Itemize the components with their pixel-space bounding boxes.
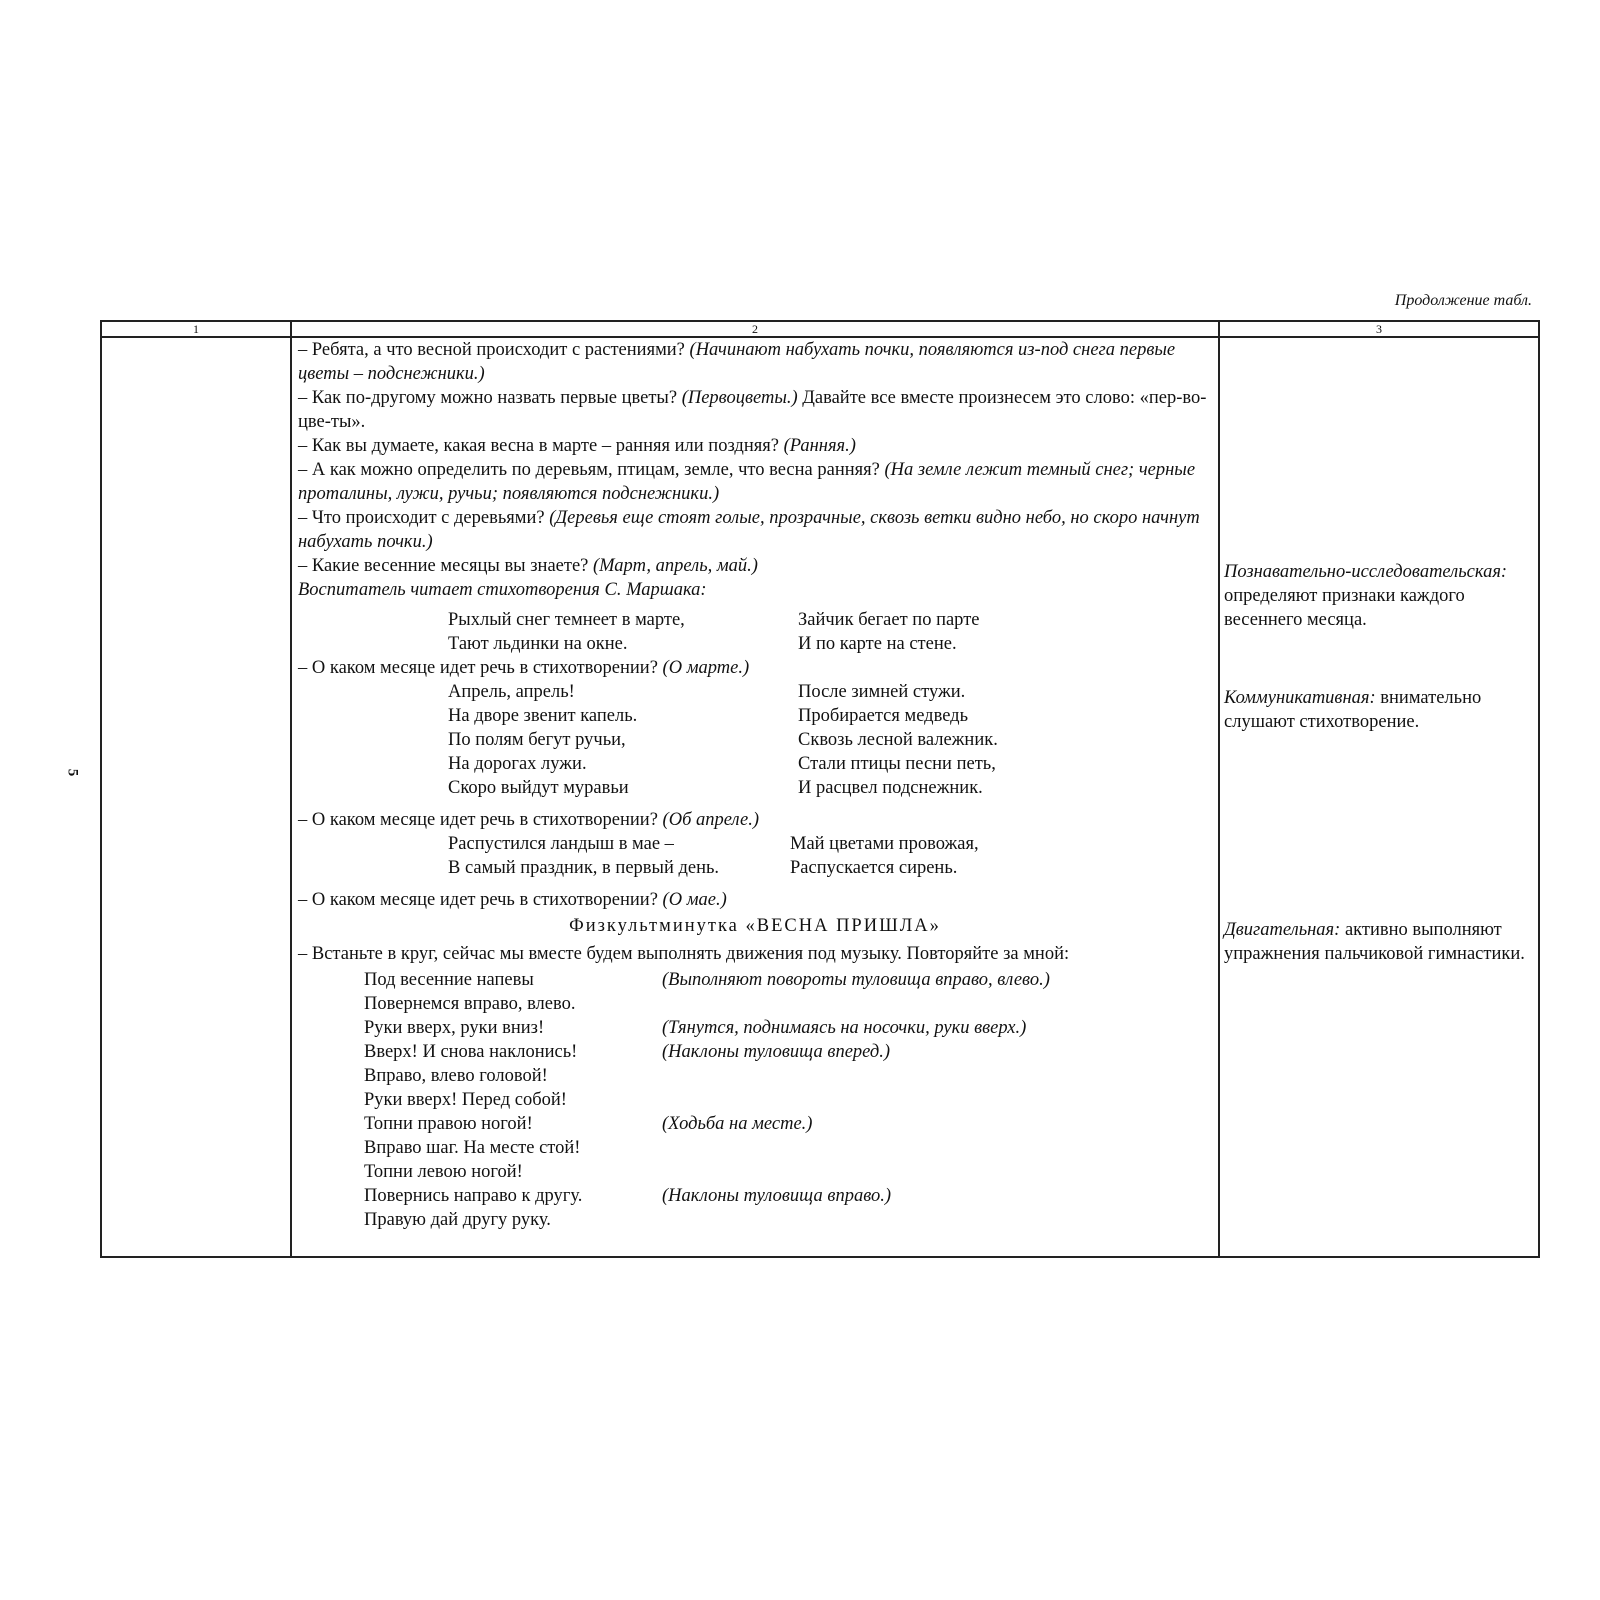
poem-line: Стали птицы песни петь, <box>798 754 996 774</box>
question-text: – Ребята, а что весной происходит с растениями? <box>298 340 685 360</box>
poem-line: Пробирается медведь <box>798 706 969 726</box>
dialogue-line-3 <box>298 434 1212 458</box>
poem-line: Распустился ландыш в мае – <box>448 834 674 854</box>
question-text: – Какие весенние месяцы вы знаете? <box>298 556 589 576</box>
continuation-label: Продолжение табл. <box>1394 292 1532 309</box>
poem-march <box>298 608 1212 656</box>
exercise-note: (Ходьба на месте.) <box>662 1114 813 1134</box>
dialogue-line-8 <box>298 808 1212 832</box>
table-header-row <box>101 321 1539 337</box>
poem-column-left <box>448 680 637 800</box>
poem-april <box>298 680 1212 800</box>
exercise-row <box>298 1184 1212 1208</box>
column-1-cell <box>101 337 291 1257</box>
section-title: Физкультминутка «ВЕСНА ПРИШЛА» <box>569 916 941 936</box>
activity-description: внимательно слушают стихотворение. <box>1224 688 1482 732</box>
answer-text: (О марте.) <box>662 658 750 678</box>
poem-line: Сквозь лесной валежник. <box>798 730 998 750</box>
activity-type: Коммуникативная: <box>1224 688 1376 708</box>
column-header-2: 2 <box>291 321 1219 337</box>
column-3-cell <box>1219 337 1539 1257</box>
dialogue-line-9 <box>298 888 1212 912</box>
poem-column-right <box>790 832 979 880</box>
column-2-cell <box>291 337 1219 1257</box>
exercise-line: Руки вверх! Перед собой! <box>364 1090 567 1110</box>
exercise-row <box>298 1160 1212 1184</box>
exercise-row <box>298 992 1212 1016</box>
poem-line: Рыхлый снег темнеет в марте, <box>448 610 685 630</box>
question-text: – Как по-другому можно назвать первые цветы? <box>298 388 678 408</box>
poem-line: И расцвел подснежник. <box>798 778 983 798</box>
question-text: – О каком месяце идет речь в стихотворении? <box>298 890 658 910</box>
question-text: – О каком месяце идет речь в стихотворении? <box>298 658 658 678</box>
exercise-note: (Выполняют повороты туловища вправо, влево.) <box>662 970 1050 990</box>
poem-may <box>298 832 1212 880</box>
poem-line: После зимней стужи. <box>798 682 966 702</box>
answer-text: (Первоцветы.) <box>681 388 798 408</box>
dialogue-line-6 <box>298 554 1212 578</box>
exercise-row <box>298 1064 1212 1088</box>
answer-text: (Ранняя.) <box>783 436 856 456</box>
answer-text: (Об апреле.) <box>662 810 760 830</box>
table-row <box>101 337 1539 1257</box>
exercise-note: (Тянутся, поднимаясь на носочки, руки вверх.) <box>662 1018 1027 1038</box>
question-text: – О каком месяце идет речь в стихотворении? <box>298 810 658 830</box>
activity-type: Познавательно-исследовательская: <box>1224 562 1508 582</box>
poem-column-left <box>448 832 719 880</box>
exercise-row <box>298 1112 1212 1136</box>
exercise-line: Правую дай другу руку. <box>364 1210 551 1230</box>
instruction-line: – Встаньте в круг, сейчас мы вместе будем выполнять движения под музыку. Повторяйте за мной: <box>298 944 1070 964</box>
exercise-note: (Наклоны туловища вперед.) <box>662 1042 891 1062</box>
exercise-line: Топни левою ногой! <box>364 1162 523 1182</box>
exercise-line: Руки вверх, руки вниз! <box>364 1018 545 1038</box>
exercise-row <box>298 1016 1212 1040</box>
exercise-line: Повернемся вправо, влево. <box>364 994 576 1014</box>
question-text: – А как можно определить по деревьям, птицам, земле, что весна ранняя? <box>298 460 880 480</box>
poem-line: Зайчик бегает по парте <box>798 610 980 630</box>
exercise-row <box>298 1208 1212 1232</box>
column-header-1: 1 <box>101 321 291 337</box>
dialogue-line-4 <box>298 458 1212 506</box>
question-text: Давайте все вместе произнесем это слово: «пер-во-цве-ты». <box>298 388 1207 432</box>
activity-description: определяют признаки каждого весеннего месяца. <box>1224 586 1465 630</box>
activity-description: активно выполняют упражнения пальчиковой гимнастики. <box>1224 920 1525 964</box>
answer-text: (Март, апрель, май.) <box>593 556 758 576</box>
activity-communicative <box>1224 686 1530 734</box>
exercise-row <box>298 1136 1212 1160</box>
answer-text: (Начинают набухать почки, появляются из-под снега первые цветы – подснежники.) <box>298 340 1176 384</box>
poem-line: Тают льдинки на окне. <box>448 634 628 654</box>
exercise-row <box>298 1088 1212 1112</box>
poem-line: Апрель, апрель! <box>448 682 575 702</box>
dialogue-line-1 <box>298 338 1212 386</box>
dialogue-line-7 <box>298 656 1212 680</box>
activity-type: Двигательная: <box>1224 920 1341 940</box>
exercise-line: Повернись направо к другу. <box>364 1186 583 1206</box>
poem-column-right <box>798 680 998 800</box>
exercise-line: Под весенние напевы <box>364 970 534 990</box>
poem-line: На дорогах лужи. <box>448 754 587 774</box>
poem-line: Скоро выйдут муравьи <box>448 778 629 798</box>
answer-text: (На земле лежит темный снег; черные проталины, лужи, ручьи; появляются подснежники.) <box>298 460 1196 504</box>
exercise-note: (Наклоны туловища вправо.) <box>662 1186 892 1206</box>
poem-column-left <box>448 608 685 656</box>
column-header-3: 3 <box>1219 321 1539 337</box>
answer-text: (Деревья еще стоят голые, прозрачные, сквозь ветки видно небо, но скоро начнут набухать почки.) <box>298 508 1200 552</box>
question-text: – Что происходит с деревьями? <box>298 508 545 528</box>
poem-line: И по карте на стене. <box>798 634 957 654</box>
poem-line: Май цветами провожая, <box>790 834 979 854</box>
page-number: 5 <box>64 768 81 777</box>
exercise-line: Вправо шаг. На месте стой! <box>364 1138 581 1158</box>
exercise-line: Вверх! И снова наклонись! <box>364 1042 578 1062</box>
exercise-row <box>298 968 1212 992</box>
poem-line: По полям бегут ручьи, <box>448 730 626 750</box>
exercise-line: Топни правою ногой! <box>364 1114 533 1134</box>
reader-note: Воспитатель читает стихотворения С. Маршака: <box>298 580 707 600</box>
poem-column-right <box>798 608 980 656</box>
poem-line: Распускается сирень. <box>790 858 958 878</box>
exercise-list <box>298 968 1212 1232</box>
dialogue-line-5 <box>298 506 1212 554</box>
question-text: – Как вы думаете, какая весна в марте – ранняя или поздняя? <box>298 436 779 456</box>
dialogue-line-2 <box>298 386 1212 434</box>
poem-line: В самый праздник, в первый день. <box>448 858 720 878</box>
activity-motor <box>1224 918 1530 966</box>
exercise-row <box>298 1040 1212 1064</box>
answer-text: (О мае.) <box>662 890 727 910</box>
exercise-line: Вправо, влево головой! <box>364 1066 548 1086</box>
lesson-table <box>100 320 1540 1258</box>
poem-line: На дворе звенит капель. <box>448 706 638 726</box>
activity-cognitive <box>1224 560 1530 632</box>
